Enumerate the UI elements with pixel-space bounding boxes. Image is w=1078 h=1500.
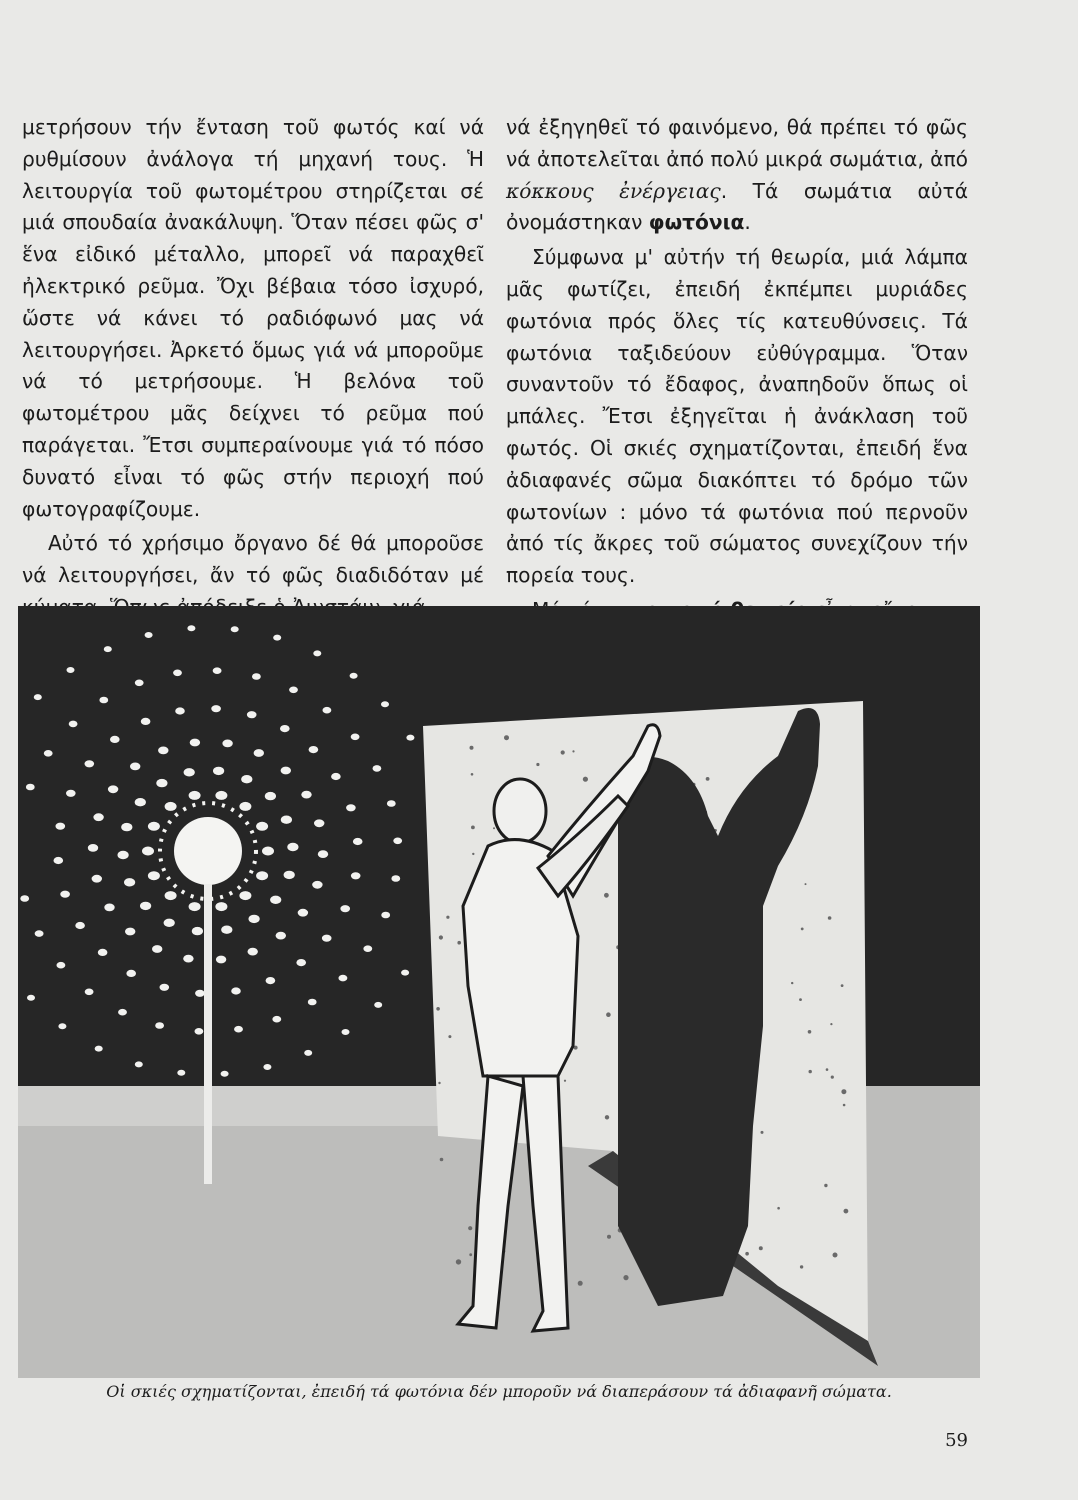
photon-dot [266, 977, 276, 984]
photon-dot [346, 804, 356, 811]
wall-speckle [438, 1082, 440, 1084]
text-run: . Τά σωμάτια αὐτά ὀνομάστηκαν [506, 178, 969, 235]
illustration-drawing [18, 606, 980, 1378]
wall-speckle [843, 1104, 846, 1107]
photon-dot [221, 1071, 229, 1077]
ground-band [18, 1086, 438, 1126]
text-run: . [744, 210, 751, 235]
photon-dot [234, 1026, 243, 1033]
photon-dot [34, 694, 42, 700]
photon-dot [248, 948, 258, 956]
photon-dot [156, 779, 167, 787]
photon-dot [142, 847, 154, 856]
photon-dot [381, 701, 389, 707]
photon-dot [121, 823, 132, 831]
photon-dot [272, 1016, 281, 1023]
photon-dot [256, 871, 268, 880]
photon-dot [85, 989, 94, 996]
wall-speckle [759, 1246, 763, 1250]
wall-speckle [706, 777, 710, 781]
photon-dot [213, 767, 224, 775]
italic-term: κόκκους ἐνέργειας [506, 178, 721, 203]
photon-dot [135, 798, 146, 806]
wall-speckle [745, 1252, 749, 1256]
wall-speckle [833, 1253, 838, 1258]
wall-speckle [536, 763, 539, 766]
photon-dot [184, 768, 195, 776]
photon-dot [66, 790, 76, 797]
photon-dot [54, 857, 64, 864]
photon-dot [58, 1023, 66, 1029]
photon-dot [312, 881, 322, 889]
photon-dot [308, 999, 317, 1006]
photon-dot [215, 902, 227, 911]
photon-dot [35, 930, 44, 937]
wall-speckle [809, 1070, 812, 1073]
photon-dot [280, 725, 290, 732]
photon-dot [351, 734, 360, 741]
photon-dot [85, 760, 95, 767]
photon-dot [160, 984, 170, 991]
photon-dot [57, 962, 66, 969]
wall-speckle [605, 1115, 609, 1119]
right-text-column [506, 112, 968, 627]
photon-dot [342, 1029, 350, 1035]
photon-dot [340, 905, 350, 912]
photon-dot [249, 915, 260, 923]
photon-dot [189, 902, 201, 911]
photon-dot [241, 775, 252, 783]
photon-dot [313, 650, 321, 656]
wall-speckle [805, 883, 807, 885]
photon-dot [301, 791, 311, 799]
photon-dot [215, 791, 227, 800]
wall-speckle [777, 1207, 780, 1210]
photon-dot [262, 847, 274, 856]
wall-speckle [623, 1275, 628, 1280]
photon-dot [195, 1028, 204, 1035]
photon-dot [190, 739, 200, 747]
photon-dot [69, 721, 78, 728]
photon-dot [118, 1009, 127, 1016]
photon-dot [221, 926, 232, 934]
paragraph: Σύμφωνα μ' αὐτήν τή θεωρία, μιά λάμπα μᾶς φωτίζει, ἐπειδή ἐκπέμπει μυριάδες φωτόνια πρός ὅλες τίς κατευθύνσεις. Τά φωτόνια ταξιδεύουν εὐθύγραμμα. Ὅταν συναντοῦν τό ἔδαφος, ἀναπηδοῦν ὅπως οἱ μπάλες. Ἔτσι ἐξηγεῖται ἡ ἀνάκλαση τοῦ φωτός. Οἱ σκιές σχηματίζονται, ἐπειδή ἕνα ἀδιαφανές σῶμα διακόπτει τό δρόμο τῶν φωτονίων : μόνο τά φωτόνια πού περνοῦν ἀπό τίς ἄκρες τοῦ σώματος συνεχίζουν τήν πορεία τους. [506, 245, 968, 588]
wall-speckle [791, 982, 793, 984]
photon-dot [20, 895, 29, 902]
photon-dot [126, 970, 136, 977]
photon-dot [284, 871, 295, 879]
person-head [494, 779, 546, 843]
wall-speckle [456, 1259, 461, 1264]
photon-dot [26, 784, 35, 791]
photon-dot [140, 902, 151, 910]
photon-dot [183, 955, 193, 963]
wall-speckle [799, 998, 802, 1001]
photon-dot [374, 1002, 382, 1008]
photon-dot [125, 928, 135, 936]
photon-dot [75, 922, 85, 929]
photon-dot [401, 970, 409, 976]
photon-dot [381, 912, 390, 919]
bold-term: φωτόνια [648, 210, 745, 235]
photon-dot [231, 987, 241, 994]
wall-speckle [493, 827, 495, 829]
photon-dot [339, 975, 348, 982]
photon-dot [130, 763, 140, 771]
photon-dot [152, 945, 162, 953]
wall-speckle [606, 1012, 611, 1017]
photon-dot [304, 1050, 312, 1056]
wall-speckle [828, 916, 832, 920]
photon-dot [252, 673, 261, 680]
wall-speckle [578, 1281, 583, 1286]
wall-speckle [604, 893, 609, 898]
lamp-glow [174, 817, 242, 885]
photon-dot [165, 891, 177, 900]
wall-speckle [572, 750, 574, 752]
photon-dot [247, 711, 257, 718]
photon-dot [256, 822, 268, 831]
photon-dot [387, 800, 396, 807]
photon-dot [67, 667, 75, 673]
photon-dot [363, 945, 372, 952]
photon-dot [239, 802, 251, 811]
wall-speckle [607, 1235, 611, 1239]
photon-dot [98, 949, 108, 956]
photon-dot [323, 707, 332, 714]
photon-dot [95, 1046, 103, 1052]
paragraph: μετρήσουν τήν ἔνταση τοῦ φωτός καί νά ρυθμίσουν ἀνάλογα τή μηχανή τους. Ἡ λειτουργία τοῦ φωτομέτρου στηρίζεται σέ μιά σπουδαία ἀνακάλυψη. Ὅταν πέσει φῶς σ' ἕνα εἰδικό μέταλλο, μπορεῖ νά παραχθεῖ ἠλεκτρικό ρεῦμα. Ὄχι βέβαια τόσο ἰσχυρό, ὥστε νά κάνει τό ραδιόφωνό μας νά λειτουργήσει. Ἀρκετό ὅμως γιά νά μποροῦμε νά τό μετρήσουμε. Ἡ βελόνα τοῦ φωτομέτρου μᾶς δείχνει τό ρεῦμα πού παράγεται. Ἔτσι συμπεραίνουμε γιά τό πόσο δυνατό εἶναι τό φῶς στήν περιοχή πού φωτογραφίζουμε. [22, 115, 484, 521]
photon-dot [318, 850, 328, 858]
photon-dot [124, 878, 135, 886]
photon-dot [155, 1022, 164, 1029]
photon-dot [391, 875, 400, 882]
photon-dot [406, 735, 414, 741]
wall-speckle [457, 941, 461, 945]
wall-speckle [830, 1023, 832, 1025]
photon-dot [187, 625, 195, 631]
wall-speckle [561, 750, 565, 754]
photon-dot [216, 956, 226, 964]
wall-speckle [469, 1253, 472, 1256]
wall-speckle [583, 777, 588, 782]
photon-dot [331, 773, 341, 780]
wall-speckle [800, 1265, 803, 1268]
photon-dot [158, 747, 168, 755]
photon-dot [281, 767, 291, 775]
paragraph: Αὐτό τό χρήσιμο ὄργανο δέ θά μποροῦσε νά λειτουργήσει, ἄν τό φῶς διαδιδόταν μέ [22, 531, 484, 588]
photon-dot [373, 765, 382, 772]
photon-dot [231, 626, 239, 632]
wall-speckle [504, 735, 509, 740]
wall-speckle [824, 1184, 827, 1187]
photon-dot [270, 896, 281, 904]
photon-dot [298, 909, 308, 917]
photon-dot [309, 746, 319, 753]
wall-speckle [439, 935, 443, 939]
photon-dot [314, 819, 324, 827]
photon-dot [351, 872, 361, 879]
photon-dot [281, 816, 292, 824]
photon-dot [273, 635, 281, 641]
wall-speckle [471, 773, 474, 776]
photon-dot [296, 959, 306, 966]
wall-speckle [826, 1068, 829, 1071]
photon-dot [239, 891, 251, 900]
photon-dot [213, 667, 222, 674]
photon-dot [148, 871, 160, 880]
photon-dot [222, 740, 232, 748]
photon-dot [265, 792, 276, 800]
photon-dot [164, 919, 175, 927]
photon-dot [350, 673, 358, 679]
photon-dot [44, 750, 53, 757]
figure-caption: Οἱ σκιές σχηματίζονται, ἐπειδή τά φωτόνια δέν μποροῦν νά διαπεράσουν τά ἀδιαφανῆ σώματα. [106, 1382, 892, 1401]
wall-speckle [844, 1209, 849, 1214]
wall-speckle [440, 1158, 444, 1162]
left-text-column [22, 112, 484, 624]
wall-speckle [841, 984, 844, 987]
photon-dot [135, 1061, 143, 1067]
photon-dot [92, 875, 102, 883]
photon-dot [189, 791, 201, 800]
lamp-post [204, 884, 212, 1184]
photon-dot [99, 697, 108, 704]
page-number: 59 [945, 1430, 968, 1451]
photon-dot [60, 891, 70, 898]
wall-speckle [801, 928, 804, 931]
wall-speckle [808, 1030, 812, 1034]
wall-speckle [761, 1131, 764, 1134]
photon-dot [276, 932, 286, 940]
wall-speckle [448, 1035, 451, 1038]
wall-speckle [472, 853, 474, 855]
photon-dot [254, 749, 264, 757]
wall-speckle [471, 826, 475, 830]
photon-dot [27, 995, 35, 1001]
photon-dot [173, 670, 182, 677]
photon-dot [148, 822, 160, 831]
photon-dot [104, 904, 114, 912]
photon-dot [393, 838, 402, 845]
wall-speckle [468, 1226, 472, 1230]
photon-dot [353, 838, 363, 845]
photon-dot [88, 844, 98, 852]
photon-dot [135, 680, 144, 687]
photon-dot [141, 718, 151, 725]
illustration-shadow-photons [18, 606, 980, 1378]
wall-speckle [841, 1089, 846, 1094]
photon-dot [118, 851, 129, 859]
photon-dot [56, 823, 66, 830]
photon-dot [175, 707, 185, 714]
photon-dot [104, 646, 112, 652]
text-run: νά ἐξηγηθεῖ τό φαινόμενο, θά πρέπει τό φῶς νά ἀποτελεῖται ἀπό πολύ μικρά σωμάτια, ἀπό [506, 115, 968, 171]
photon-dot [108, 785, 118, 793]
photon-dot [177, 1070, 185, 1076]
wall-speckle [564, 1080, 566, 1082]
wall-speckle [436, 1007, 440, 1011]
photon-dot [165, 802, 177, 811]
photon-dot [287, 843, 298, 851]
paragraph [506, 112, 968, 239]
photon-dot [263, 1064, 271, 1070]
wall-speckle [446, 916, 449, 919]
photon-dot [93, 813, 103, 821]
photon-dot [110, 736, 120, 743]
wall-speckle [470, 746, 474, 750]
photon-dot [211, 705, 221, 712]
wall-speckle [831, 1076, 834, 1079]
photon-dot [192, 927, 203, 935]
photon-dot [289, 687, 298, 694]
photon-dot [322, 935, 332, 942]
photon-dot [195, 990, 205, 997]
photon-dot [145, 632, 153, 638]
